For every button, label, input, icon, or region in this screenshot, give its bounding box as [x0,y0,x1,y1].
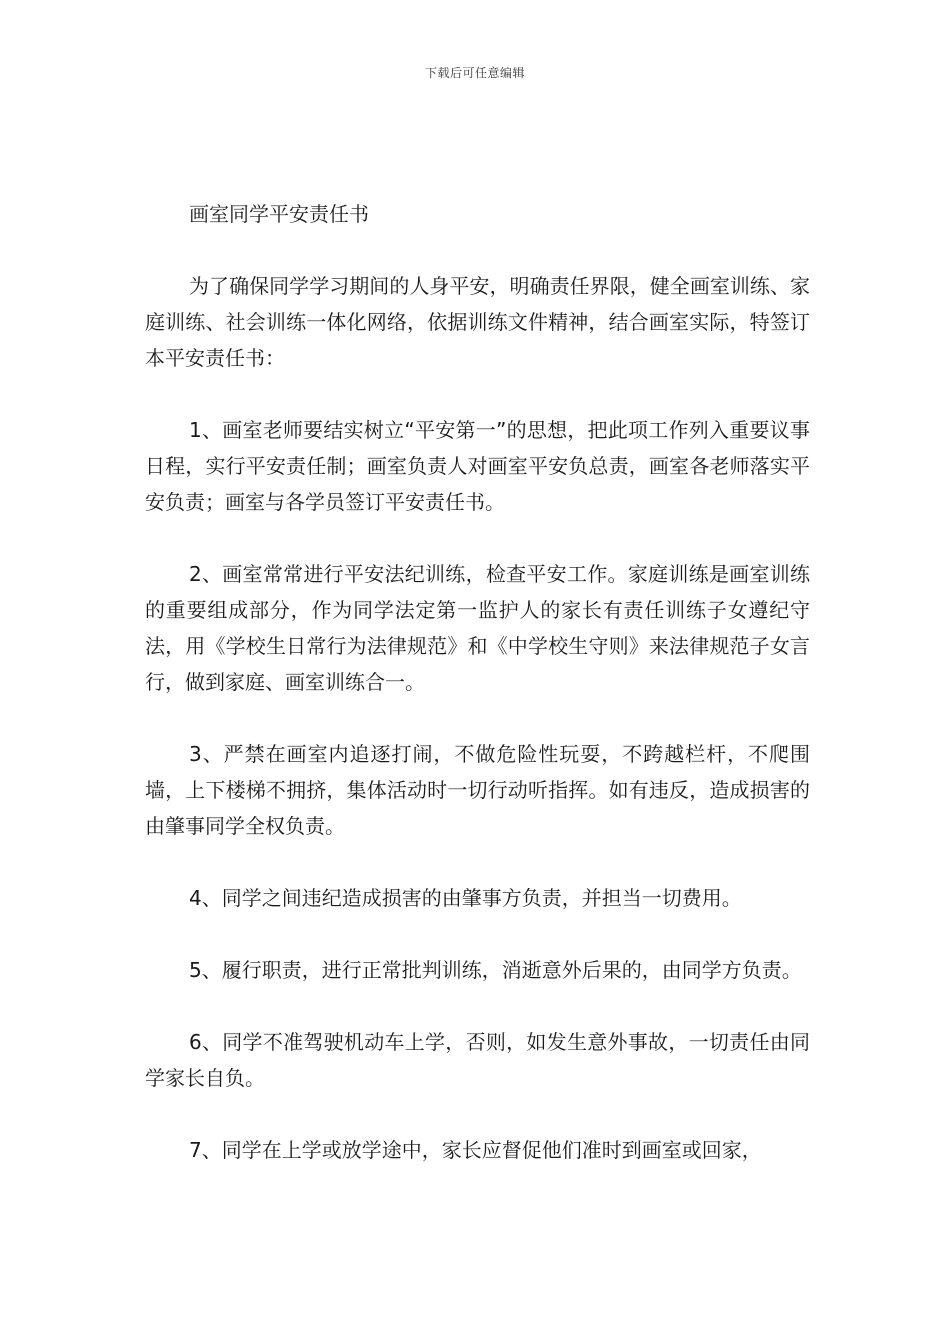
header-note: 下载后可任意编辑 [424,66,525,80]
document-title: 画室同学平安责任书 [189,202,369,226]
document-body [145,196,810,1168]
clause-4: 4、同学之间违纪造成损害的由肇事方负责，并担当一切费用。 [189,886,742,910]
clause-6: 6、同学不准驾驶机动车上学，否则，如发生意外事故，一切责任由同学家长自负。 [145,1030,810,1090]
clause-1: 1、画室老师要结实树立“平安第一”的思想，把此项工作列入重要议事日程，实行平安责任制；画室负责人对画室平安负总责，画室各老师落实平安负责；画室与各学员签订平安责任书。 [145,418,810,514]
clause-7: 7、同学在上学或放学途中，家长应督促他们准时到画室或回家， [189,1138,762,1162]
intro-paragraph: 为了确保同学学习期间的人身平安，明确责任界限，健全画室训练、家庭训练、社会训练一体化网络，依据训练文件精神，结合画室实际，特签订本平安责任书： [145,274,810,370]
clause-2: 2、画室常常进行平安法纪训练，检查平安工作。家庭训练是画室训练的重要组成部分，作为同学法定第一监护人的家长有责任训练子女遵纪守法，用《学校生日常行为法律规范》和《中学校生守则》来法律规范子女言行，做到家庭、画室训练合一。 [145,562,810,694]
clause-5: 5、履行职责，进行正常批判训练，消逝意外后果的，由同学方负责。 [189,958,802,982]
clause-3: 3、严禁在画室内追逐打闹，不做危险性玩耍，不跨越栏杆，不爬围墙，上下楼梯不拥挤，集体活动时一切行动听指挥。如有违反，造成损害的由肇事同学全权负责。 [145,742,810,838]
